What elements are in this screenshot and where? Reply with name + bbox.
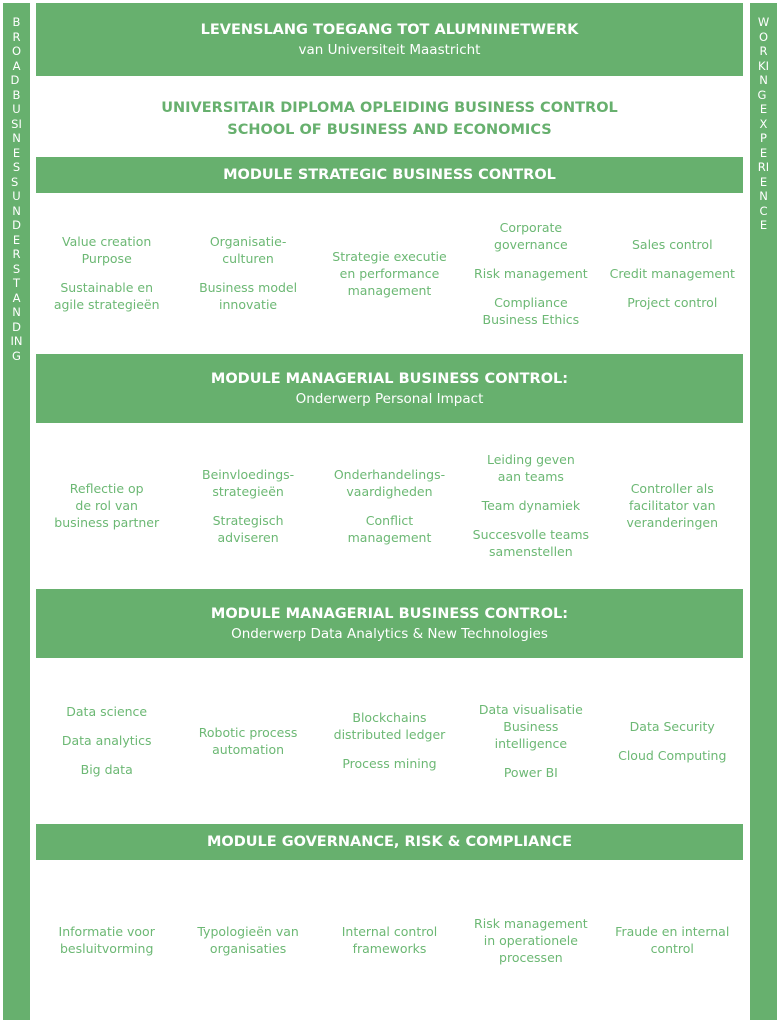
topic-column: [460, 423, 601, 588]
topic-item: Sustainable en agile strategieën: [53, 280, 160, 312]
topic-item: Business model innovatie: [199, 280, 298, 312]
module-header: [36, 354, 743, 423]
topic-item: Strategie executie en performance management: [332, 248, 447, 298]
topic-item: Robotic process automation: [198, 724, 298, 757]
module-title: MODULE MANAGERIAL BUSINESS CONTROL:: [210, 370, 569, 387]
module-topics: [36, 658, 743, 823]
module-header: [36, 824, 743, 860]
topic-item: Data Security: [629, 718, 715, 734]
topic-item: Sales control: [631, 236, 713, 252]
topic-column: [36, 658, 177, 823]
alumni-subtitle: van Universiteit Maastricht: [298, 41, 481, 58]
topic-column: [36, 860, 177, 1020]
program-title-line1: UNIVERSITAIR DIPLOMA OPLEIDING BUSINESS CONTROL: [161, 100, 618, 116]
topic-item: Corporate governance: [494, 219, 568, 252]
topic-item: Typologieën van organisaties: [197, 924, 299, 956]
topic-item: Organisatie- culturen: [209, 234, 287, 266]
topic-item: Process mining: [342, 756, 437, 771]
alumni-title: LEVENSLANG TOEGANG TOT ALUMNINETWERK: [200, 21, 579, 38]
topic-item: Data analytics: [61, 733, 152, 748]
topic-item: Beinvloedings- strategieën: [202, 466, 295, 499]
topic-item: Succesvolle teams samenstellen: [472, 527, 590, 559]
topic-column: [177, 193, 318, 353]
topic-column: [319, 193, 460, 353]
topic-column: [319, 423, 460, 588]
topic-column: [177, 658, 318, 823]
module-title: MODULE MANAGERIAL BUSINESS CONTROL:: [210, 605, 569, 622]
topic-item: Team dynamiek: [481, 498, 581, 513]
module-title: MODULE GOVERNANCE, RISK & COMPLIANCE: [206, 834, 573, 850]
topic-item: Compliance Business Ethics: [482, 294, 580, 327]
module-header: [36, 157, 743, 193]
topic-item: Conflict management: [347, 512, 432, 545]
topic-column: [460, 658, 601, 823]
topic-column: [319, 860, 460, 1020]
topic-column: [602, 193, 743, 353]
module-subtitle: Onderwerp Personal Impact: [295, 390, 484, 407]
topic-item: Onderhandelings- vaardigheden: [333, 466, 446, 499]
topic-item: Value creation Purpose: [62, 234, 152, 266]
topic-column: [36, 193, 177, 353]
module-title: MODULE STRATEGIC BUSINESS CONTROL: [223, 167, 556, 183]
alumni-header: [36, 3, 743, 76]
module-header: [36, 589, 743, 658]
program-title-line2: SCHOOL OF BUSINESS AND ECONOMICS: [227, 122, 552, 138]
topic-item: Data science: [66, 704, 148, 719]
module-subtitle: Onderwerp Data Analytics & New Technologies: [231, 625, 548, 642]
topic-column: [177, 423, 318, 588]
topic-item: Big data: [80, 762, 133, 777]
topic-item: Strategisch adviseren: [212, 512, 284, 545]
topic-column: [460, 193, 601, 353]
topic-column: [177, 860, 318, 1020]
working-experience-bar: [750, 3, 777, 1020]
topic-item: Fraude en internal control: [615, 924, 730, 956]
topic-column: [602, 658, 743, 823]
left-bar-label: BROAD BUSINESS UNDERSTANDING: [10, 15, 24, 363]
topic-column: [460, 860, 601, 1020]
topic-column: [319, 658, 460, 823]
topic-item: Risk management in operationele processen: [474, 915, 588, 965]
broad-business-understanding-bar: [3, 3, 30, 1020]
topic-item: Leiding geven aan teams: [486, 452, 575, 484]
topic-item: Blockchains distributed ledger: [333, 710, 446, 742]
module-topics: [36, 860, 743, 1020]
program-title: [36, 97, 743, 141]
topic-column: [602, 860, 743, 1020]
topic-item: Controller als facilitator van veranderingen: [626, 481, 719, 530]
topic-column: [36, 423, 177, 588]
topic-item: Internal control frameworks: [341, 924, 438, 956]
topic-item: Power BI: [503, 764, 558, 780]
module-topics: [36, 423, 743, 588]
topic-item: Informatie voor besluitvorming: [58, 924, 155, 956]
topic-column: [602, 423, 743, 588]
topic-item: Project control: [627, 294, 718, 310]
topic-item: Data visualisatie Business intelligence: [478, 701, 583, 751]
topic-item: Risk management: [474, 265, 588, 281]
right-bar-label: WORKING EXPERIENCE: [757, 15, 771, 232]
topic-item: Credit management: [609, 265, 735, 281]
topic-item: Reflectie op de rol van business partner: [54, 481, 160, 530]
module-topics: [36, 193, 743, 353]
topic-item: Cloud Computing: [618, 747, 727, 763]
